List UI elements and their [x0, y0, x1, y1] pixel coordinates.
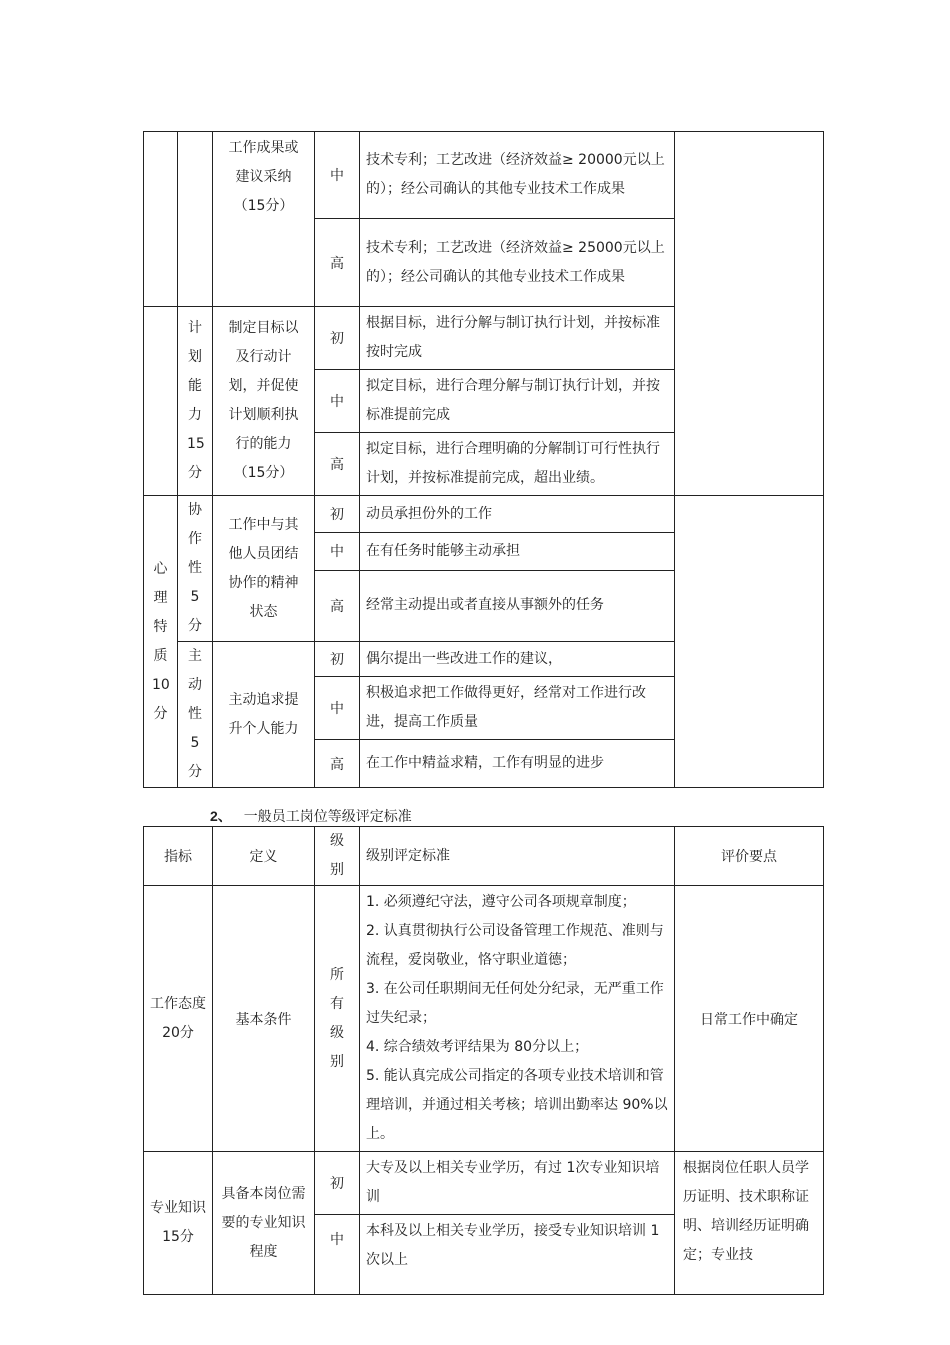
cooperation-name: 协作性5分	[178, 496, 213, 642]
header-definition: 定义	[213, 827, 315, 886]
level-cell: 高	[315, 740, 360, 788]
planning-name: 计划能力15分	[178, 307, 213, 496]
attitude-key-point: 日常工作中确定	[675, 886, 824, 1152]
level-description: 根据目标，进行分解与制订执行计划，并按标准按时完成	[360, 307, 675, 370]
level-description: 动员承担份外的工作	[360, 496, 675, 533]
empty-subindicator-cell	[178, 132, 213, 307]
knowledge-indicator: 专业知识15分	[144, 1152, 213, 1295]
section-heading	[210, 806, 412, 827]
standard-item: 1. 必须遵纪守法，遵守公司各项规章制度；	[366, 894, 636, 910]
level-cell: 初	[315, 307, 360, 370]
level-cell: 高	[315, 433, 360, 496]
section-number: 2、	[210, 808, 232, 824]
level-description: 技术专利；工艺改进（经济效益≥ 25000元以上的）；经公司确认的其他专业技术工作成果	[360, 219, 675, 307]
attitude-indicator: 工作态度20分	[144, 886, 213, 1152]
level-cell: 中	[315, 370, 360, 433]
header-level: 级别	[315, 827, 360, 886]
attitude-level: 所有级别	[315, 886, 360, 1152]
empty-indicator-cell	[144, 132, 178, 307]
level-description: 偶尔提出一些改进工作的建议，	[360, 642, 675, 677]
initiative-definition: 主动追求提升个人能力	[213, 642, 315, 788]
empty-key-point-cell	[675, 496, 824, 788]
level-description: 技术专利；工艺改进（经济效益≥ 20000元以上的）；经公司确认的其他专业技术工作成果	[360, 132, 675, 219]
section-title: 一般员工岗位等级评定标准	[243, 809, 412, 825]
level-description: 本科及以上相关专业学历，接受专业知识培训 1次以上	[360, 1215, 675, 1295]
attitude-standards	[360, 886, 675, 1152]
standard-item: 4. 综合绩效考评结果为 80分以上；	[366, 1039, 589, 1055]
level-description: 拟定目标，进行合理明确的分解制订可行性执行计划，并按标准提前完成，超出业绩。	[360, 433, 675, 496]
level-description: 在有任务时能够主动承担	[360, 533, 675, 570]
level-cell: 中	[315, 677, 360, 740]
attitude-definition: 基本条件	[213, 886, 315, 1152]
level-cell: 高	[315, 219, 360, 307]
empty-indicator-cell	[144, 307, 178, 496]
standard-item: 5. 能认真完成公司指定的各项专业技术培训和管理培训，并通过相关考核；培训出勤率达 90%以上。	[366, 1068, 668, 1142]
standard-item: 2. 认真贯彻执行公司设备管理工作规范、准则与流程，爱岗敬业，恪守职业道德；	[366, 923, 664, 968]
empty-key-point-cell	[675, 132, 824, 496]
level-description: 大专及以上相关专业学历，有过 1次专业知识培训	[360, 1152, 675, 1215]
knowledge-definition: 具备本岗位需要的专业知识程度	[213, 1152, 315, 1295]
level-cell: 中	[315, 533, 360, 570]
level-cell: 初	[315, 1152, 360, 1215]
evaluation-table-continued	[143, 131, 824, 788]
level-description: 积极追求把工作做得更好，经常对工作进行改进，提高工作质量	[360, 677, 675, 740]
level-cell: 初	[315, 496, 360, 533]
level-description: 拟定目标，进行合理分解与制订执行计划，并按标准提前完成	[360, 370, 675, 433]
level-cell: 中	[315, 1215, 360, 1295]
planning-definition: 制定目标以及行动计划，并促使计划顺利执行的能力（15分）	[213, 307, 315, 496]
header-standard: 级别评定标准	[360, 827, 675, 886]
general-staff-grade-table	[143, 826, 824, 1295]
header-indicator: 指标	[144, 827, 213, 886]
initiative-name: 主动性5分	[178, 642, 213, 788]
work-results-definition: 工作成果或建议采纳（15分）	[213, 132, 315, 307]
standard-item: 3. 在公司任职期间无任何处分纪录，无严重工作过失纪录；	[366, 981, 664, 1026]
level-cell: 中	[315, 132, 360, 219]
header-key-points: 评价要点	[675, 827, 824, 886]
level-description: 在工作中精益求精，工作有明显的进步	[360, 740, 675, 788]
level-description: 经常主动提出或者直接从事额外的任务	[360, 570, 675, 642]
cooperation-definition: 工作中与其他人员团结协作的精神状态	[213, 496, 315, 642]
level-cell: 初	[315, 642, 360, 677]
level-cell: 高	[315, 570, 360, 642]
psych-name: 心理特质10分	[144, 496, 178, 788]
knowledge-key-point: 根据岗位任职人员学历证明、技术职称证明、培训经历证明确定；专业技	[675, 1152, 824, 1295]
